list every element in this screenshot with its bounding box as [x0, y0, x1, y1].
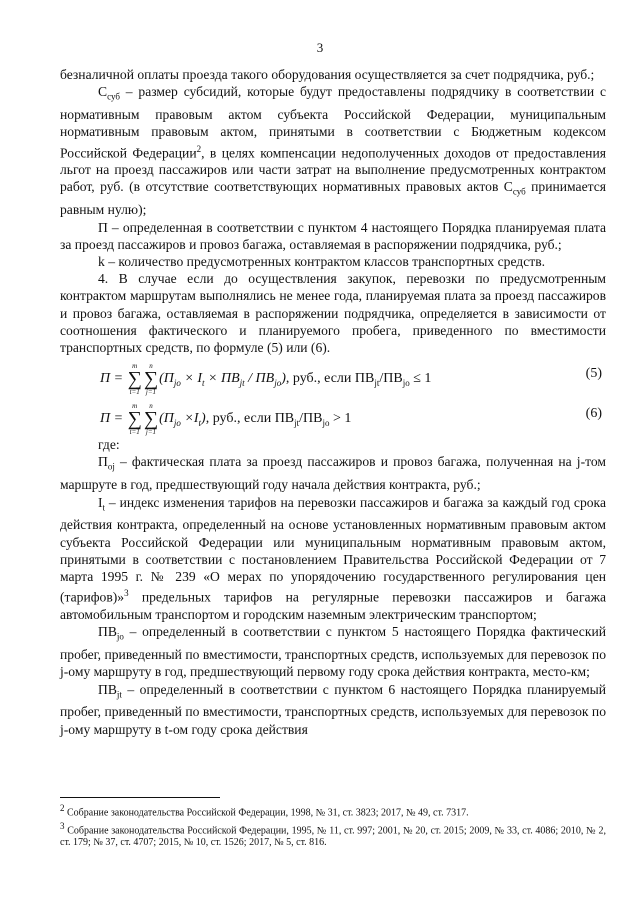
formula-number: (5)	[585, 366, 602, 382]
formula-6: П = m ∑ t=1 n ∑ j=1 $(П_{jo} \times I_t)$, руб., если $ПВ_{jt}/ПВ_{jo} > 1$ (6)	[100, 402, 602, 437]
definition-planned-fee: П – определенная в соответствии с пунктом 4 настоящего Порядка планируемая плата за проезд пассажиров и провоз багажа, оставляемая в распоряжении подрядчика, руб.;	[60, 219, 606, 252]
page-number: 3	[316, 40, 324, 55]
footnotes	[60, 797, 606, 850]
clause-4: 4. В случае если до осуществления закупок, перевозки по предусмотренным контрактом маршрутам выполнялись не менее года, планируемая плата за проезд пассажиров и провоз багажа, оставляемая в распоряжении подрядчика, определяется в зависимости от соотношения фактического и планируемого пробега, приведенного по вместимости транспортных средств, по формуле (5) или (6).	[60, 271, 606, 356]
sum-sign: n ∑ j=1	[143, 362, 159, 397]
formula-5: П = m ∑ t=1 n ∑ j=1 $(П_{jo} \times I_t \times ПВ_{jt} / ПВ_{jo})$, руб., если $ПВ_{jt}/ПВ_{jo} \le 1$ (5)	[100, 362, 602, 397]
definition-actual-fee: $П_{oj}$ – фактическая плата за проезд пассажиров и провоз багажа, полученная на j-том маршруте в год, предшествующий году начала действия контракта, руб.;	[60, 454, 606, 493]
footnote-divider	[60, 797, 220, 798]
definition-k: k – количество предусмотренных контрактом классов транспортных средств.	[98, 254, 546, 269]
definition-tariff-index: $I_t$ – индекс изменения тарифов на перевозки пассажиров и багажа за каждый год срока действия контракта, определенный на основе установленных нормативным правовым актом субъекта Российской Федерации или муниципальным нормативным правовым актом, принятыми в соответствии с постановлением Правительства Российской Федерации от 7 марта 1995 г. № 239 «О мерах по упорядочению государственного регулирования цен (тарифов)»$^3$ предельных тарифов на регулярные перевозки пассажиров и багажа автомобильным транспортом и городским наземным электрическим транспортом;	[60, 494, 606, 623]
definition-subsidy: $С_{суб}$ – размер субсидий, которые будут предоставлены подрядчику в соответствии с нормативным правовым актом субъекта Российской Федерации, муниципальным нормативным правовым актом, принятыми в соответствии с Бюджетным кодексом Российской Федерации$^2$, в целях компенсации недополученных доходов от предоставления льгот на проезд пассажиров или части затрат на выполнение предусмотренных контрактом работ, руб. (в отсутствие соответствующих нормативных правовых актов $С_{суб}$ принимается равным нулю);	[60, 84, 606, 218]
footnote-ref-3: 3	[124, 588, 129, 599]
document-body	[60, 66, 606, 738]
footnote-2: $^2$ Собрание законодательства Российской Федерации, 1998, № 31, ст. 3823; 2017, № 49, ст. 7317.	[60, 803, 469, 819]
definition-planned-mileage: $ПВ_{jt}$ – определенный в соответствии с пунктом 6 настоящего Порядка планируемый пробег, приведенный по вместимости, транспортных средств, используемых для перевозок по j-ому маршруту в t-ом году срока действия	[60, 681, 606, 737]
sum-sign: m ∑ t=1	[127, 362, 142, 397]
sum-sign: m ∑ t=1	[127, 402, 142, 437]
paragraph-continuation: безналичной оплаты проезда такого оборудования осуществляется за счет подрядчика, руб.;	[60, 67, 595, 82]
footnote-ref-2: 2	[196, 143, 202, 154]
definition-actual-mileage: $ПВ_{jo}$ – определенный в соответствии с пунктом 5 настоящего Порядка фактический пробег, приведенный по вместимости, транспортных средств, используемых для перевозок по j-ому маршруту в год, предшествующий первому году срока действия контракта, место-км;	[60, 624, 606, 680]
footnote-3: $^3$ Собрание законодательства Российской Федерации, 1995, № 11, ст. 997; 2001, № 20, ст. 2015; 2009, № 33, ст. 4086; 2010, № 2, ст. 179; № 37, ст. 4707; 2015, № 10, ст. 1526; 2017, № 5, ст. 816.	[60, 820, 606, 849]
formula-number: (6)	[585, 406, 602, 422]
sum-sign: n ∑ j=1	[143, 402, 159, 437]
where-label: где:	[98, 437, 120, 453]
